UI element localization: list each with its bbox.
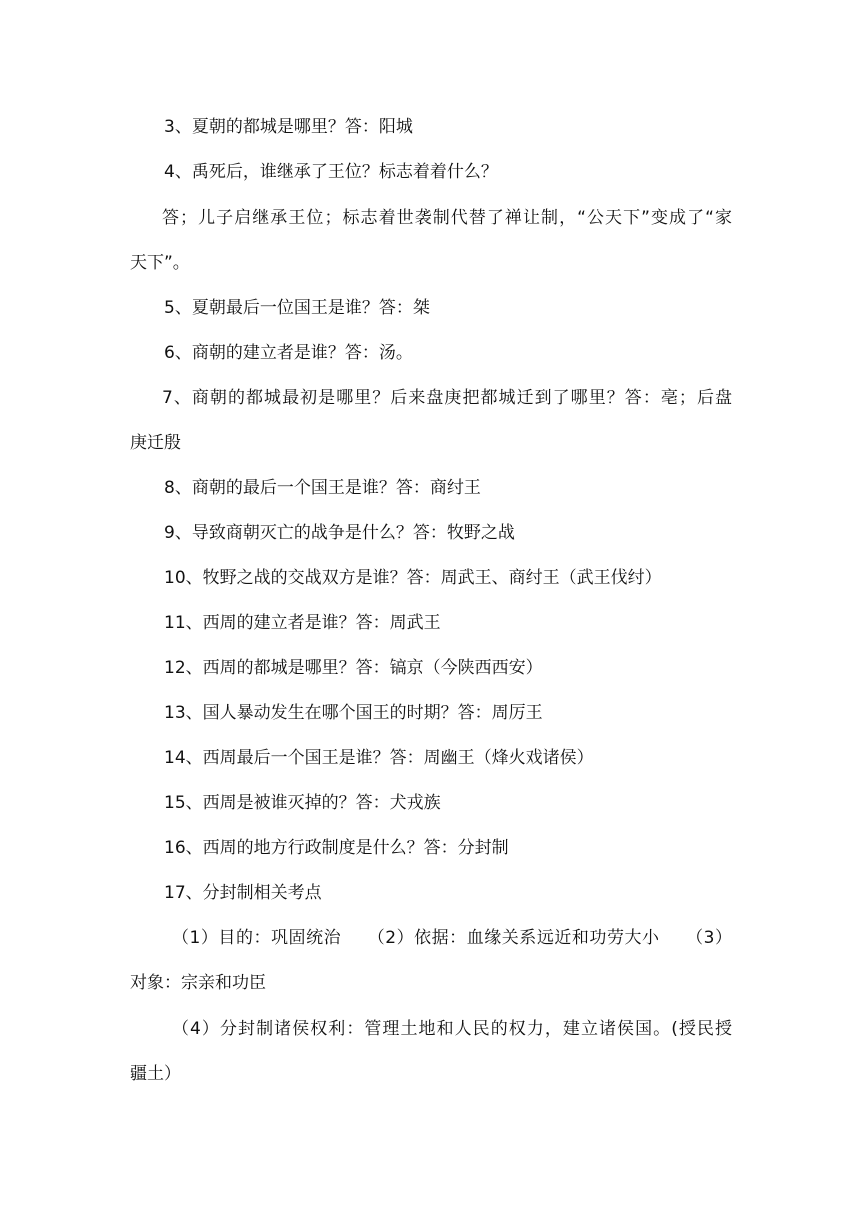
- question-14: 14、西周最后一个国王是谁？答：周幽王（烽火戏诸侯）: [164, 748, 594, 768]
- question-13: 13、国人暴动发生在哪个国王的时期？答：周厉王: [164, 703, 543, 723]
- question-15: 15、西周是被谁灭掉的？答：犬戎族: [164, 793, 441, 813]
- question-10: 10、牧野之战的交战双方是谁？答：周武王、商纣王（武王伐纣）: [164, 568, 662, 588]
- question-16: 16、西周的地方行政制度是什么？答：分封制: [164, 838, 509, 858]
- question-7-line-1: 7、商朝的都城最初是哪里？后来盘庚把都城迁到了哪里？答：亳；后盘: [162, 388, 732, 408]
- question-5: 5、夏朝最后一位国王是谁？答：桀: [164, 298, 430, 318]
- question-9: 9、导致商朝灭亡的战争是什么？答：牧野之战: [164, 523, 515, 543]
- question-7-line-2: 庚迁殷: [130, 433, 181, 453]
- question-4: 4、禹死后，谁继承了王位？标志着着什么？: [164, 162, 498, 182]
- question-17: 17、分封制相关考点: [164, 883, 322, 903]
- question-8: 8、商朝的最后一个国王是谁？答：商纣王: [164, 478, 481, 498]
- feudal-rights-line-1: （4）分封制诸侯权利：管理土地和人民的权力，建立诸侯国。(授民授: [172, 1019, 732, 1039]
- feudal-points-line-1: （1）目的：巩固统治 （2）依据：血缘关系远近和功劳大小 （3）: [172, 928, 732, 948]
- question-6: 6、商朝的建立者是谁？答：汤。: [164, 343, 413, 363]
- question-3: 3、夏朝的都城是哪里？答：阳城: [164, 117, 413, 137]
- feudal-points-line-2: 对象：宗亲和功臣: [130, 973, 266, 993]
- answer-4-line-2: 天下”。: [130, 253, 190, 273]
- feudal-rights-line-2: 疆土）: [130, 1064, 181, 1084]
- answer-4-line-1: 答；儿子启继承王位；标志着世袭制代替了禅让制，“公天下”变成了“家: [162, 208, 732, 228]
- question-11: 11、西周的建立者是谁？答：周武王: [164, 613, 441, 633]
- question-12: 12、西周的都城是哪里？答：镐京（今陕西西安）: [164, 658, 543, 678]
